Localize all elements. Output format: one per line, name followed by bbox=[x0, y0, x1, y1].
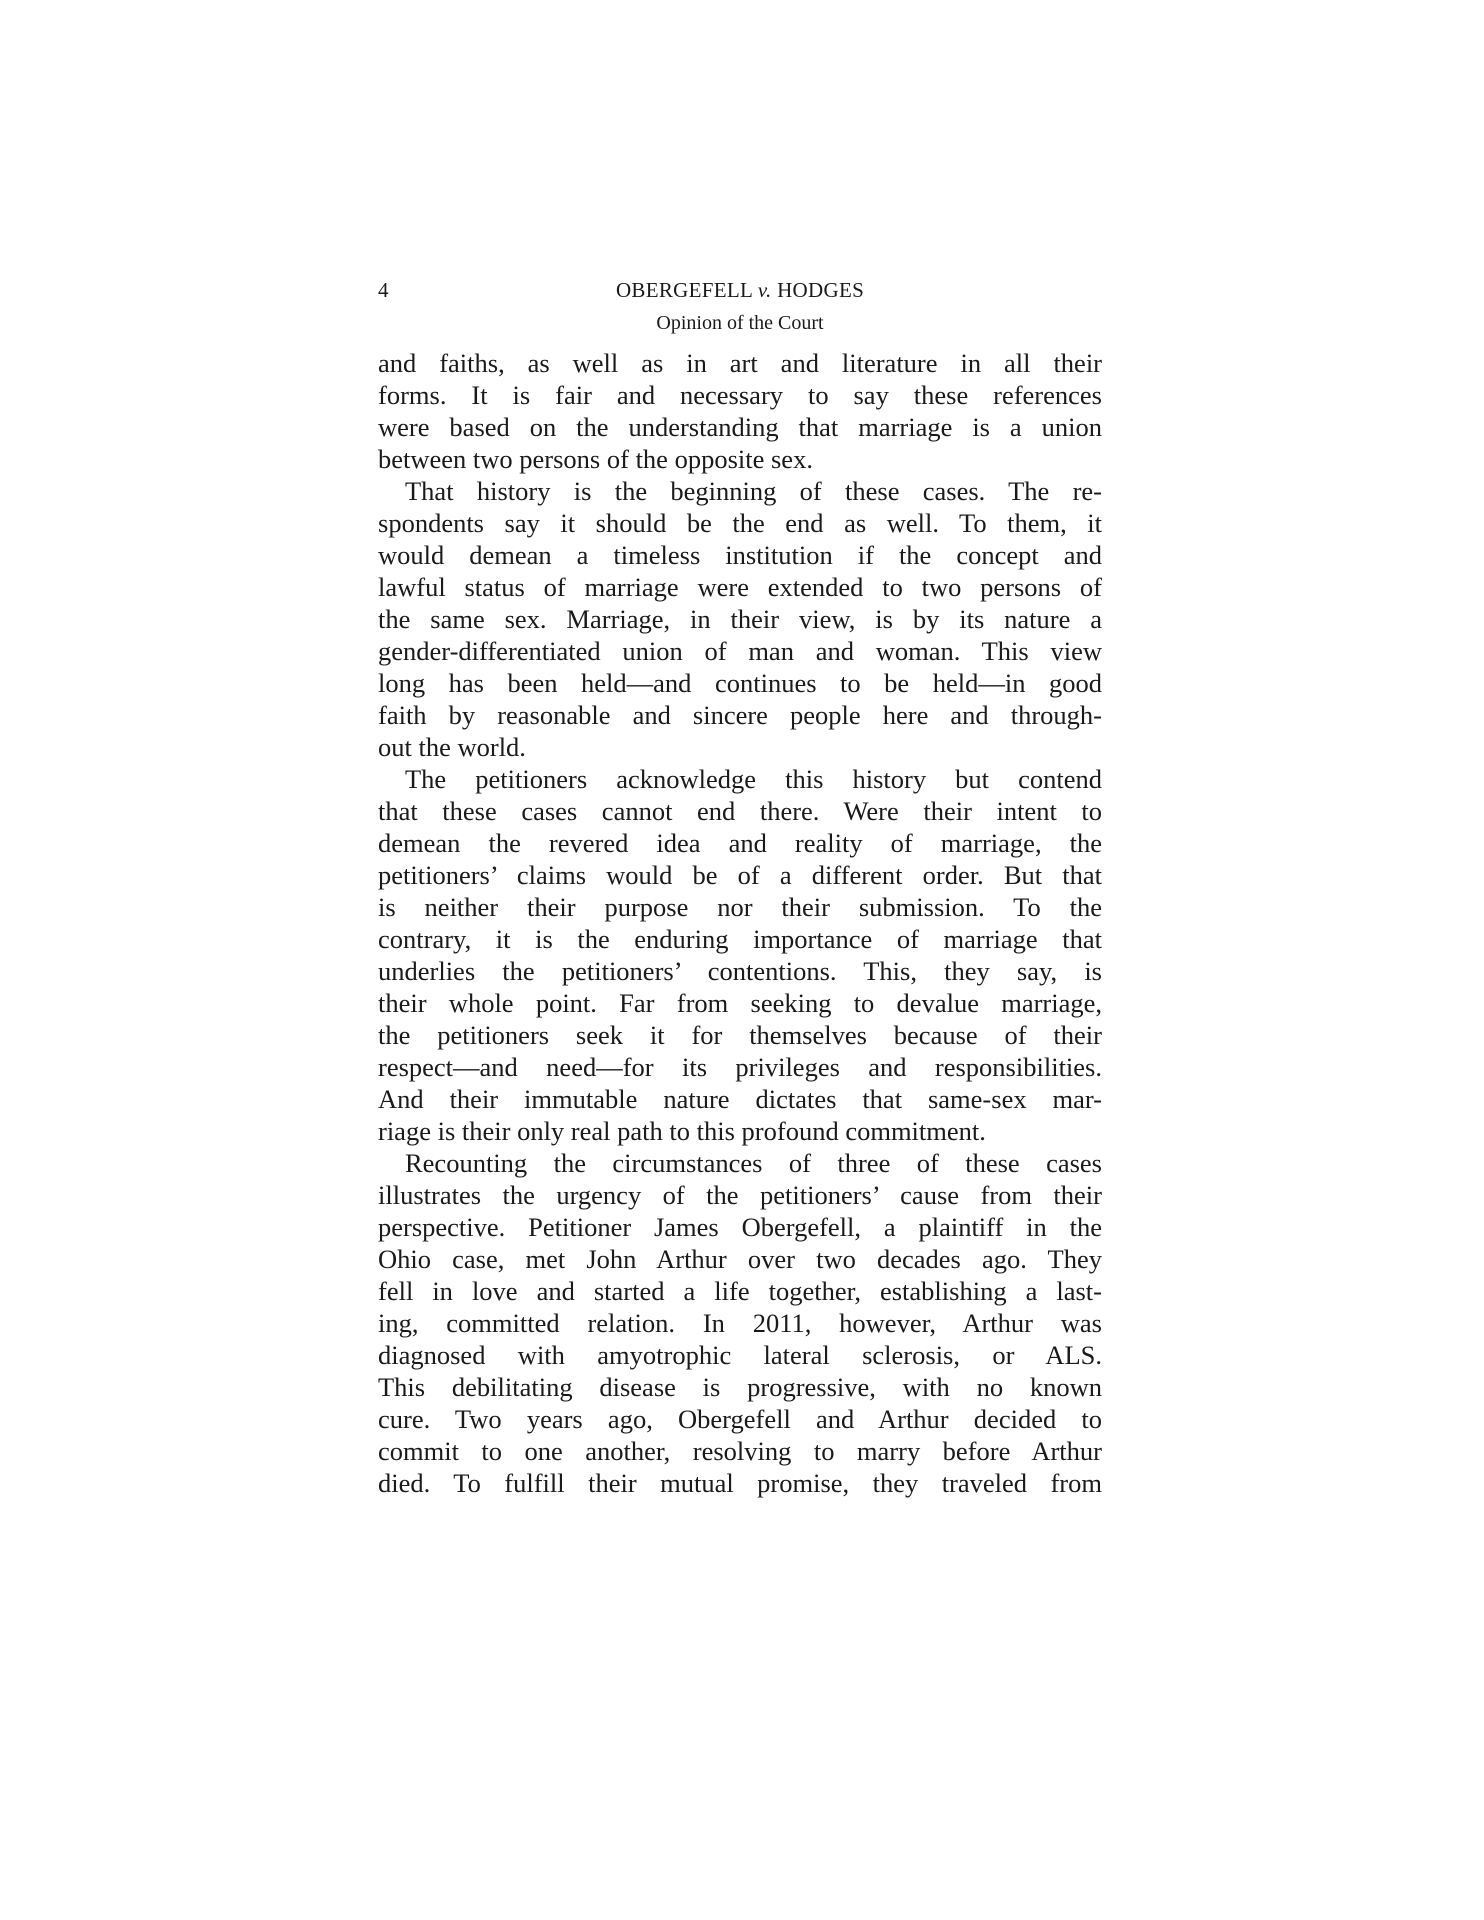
text-line: The petitioners acknowledge this history but contend bbox=[405, 764, 1102, 794]
text-line: cure. Two years ago, Obergefell and Arthur decided to bbox=[378, 1404, 1102, 1434]
text-line: Recounting the circumstances of three of these cases bbox=[405, 1148, 1102, 1178]
paragraph-4 bbox=[378, 1147, 1102, 1499]
text-line: their whole point. Far from seeking to devalue marriage, bbox=[378, 988, 1102, 1018]
text-line: forms. It is fair and necessary to say these references bbox=[378, 380, 1102, 410]
text-line: ing, committed relation. In 2011, however, Arthur was bbox=[378, 1308, 1102, 1338]
text-line: out the world. bbox=[378, 732, 526, 762]
text-line: and faiths, as well as in art and literature in all their bbox=[378, 348, 1102, 378]
paragraph-1 bbox=[378, 347, 1102, 475]
text-line: demean the revered idea and reality of marriage, the bbox=[378, 828, 1102, 858]
text-line: died. To fulfill their mutual promise, they traveled from bbox=[378, 1468, 1102, 1498]
case-name-right: HODGES bbox=[777, 278, 865, 302]
text-line: fell in love and started a life together, establishing a last- bbox=[378, 1276, 1102, 1306]
text-line: the same sex. Marriage, in their view, is by its nature a bbox=[378, 604, 1102, 634]
case-title bbox=[378, 272, 1102, 308]
text-line: would demean a timeless institution if the concept and bbox=[378, 540, 1102, 570]
text-line: faith by reasonable and sincere people here and through- bbox=[378, 700, 1102, 730]
text-line: commit to one another, resolving to marry before Arthur bbox=[378, 1436, 1102, 1466]
text-line: that these cases cannot end there. Were their intent to bbox=[378, 796, 1102, 826]
paragraph-2 bbox=[378, 475, 1102, 763]
text-line: contrary, it is the enduring importance of marriage that bbox=[378, 924, 1102, 954]
text-line: That history is the beginning of these cases. The re- bbox=[405, 476, 1102, 506]
text-line: lawful status of marriage were extended to two persons of bbox=[378, 572, 1102, 602]
text-line: the petitioners seek it for themselves because of their bbox=[378, 1020, 1102, 1050]
text-line: perspective. Petitioner James Obergefell, a plaintiff in the bbox=[378, 1212, 1102, 1242]
case-name-left: OBERGEFELL bbox=[615, 278, 753, 302]
text-line: respect—and need—for its privileges and responsibilities. bbox=[378, 1052, 1102, 1082]
text-line: spondents say it should be the end as well. To them, it bbox=[378, 508, 1102, 538]
text-line: gender-differentiated union of man and woman. This view bbox=[378, 636, 1102, 666]
text-line: diagnosed with amyotrophic lateral sclerosis, or ALS. bbox=[378, 1340, 1102, 1370]
opinion-subtitle: Opinion of the Court bbox=[656, 312, 824, 334]
text-line: Ohio case, met John Arthur over two decades ago. They bbox=[378, 1244, 1102, 1274]
case-name-v: v. bbox=[757, 278, 772, 302]
running-head bbox=[378, 272, 1102, 308]
text-line: underlies the petitioners’ contentions. This, they say, is bbox=[378, 956, 1102, 986]
page-number: 4 bbox=[378, 278, 389, 302]
text-line: This debilitating disease is progressive, with no known bbox=[378, 1372, 1102, 1402]
text-line: is neither their purpose nor their submission. To the bbox=[378, 892, 1102, 922]
paragraph-3 bbox=[378, 763, 1102, 1147]
text-line: petitioners’ claims would be of a different order. But that bbox=[378, 860, 1102, 890]
text-line: illustrates the urgency of the petitioners’ cause from their bbox=[378, 1180, 1102, 1210]
opinion-body bbox=[378, 347, 1102, 1499]
text-line: riage is their only real path to this profound commitment. bbox=[378, 1116, 986, 1146]
text-line: long has been held—and continues to be held—in good bbox=[378, 668, 1102, 698]
text-line: were based on the understanding that marriage is a union bbox=[378, 412, 1102, 442]
text-line: And their immutable nature dictates that same-sex mar- bbox=[378, 1084, 1102, 1114]
text-line: between two persons of the opposite sex. bbox=[378, 444, 813, 474]
document-page bbox=[378, 272, 1102, 1499]
